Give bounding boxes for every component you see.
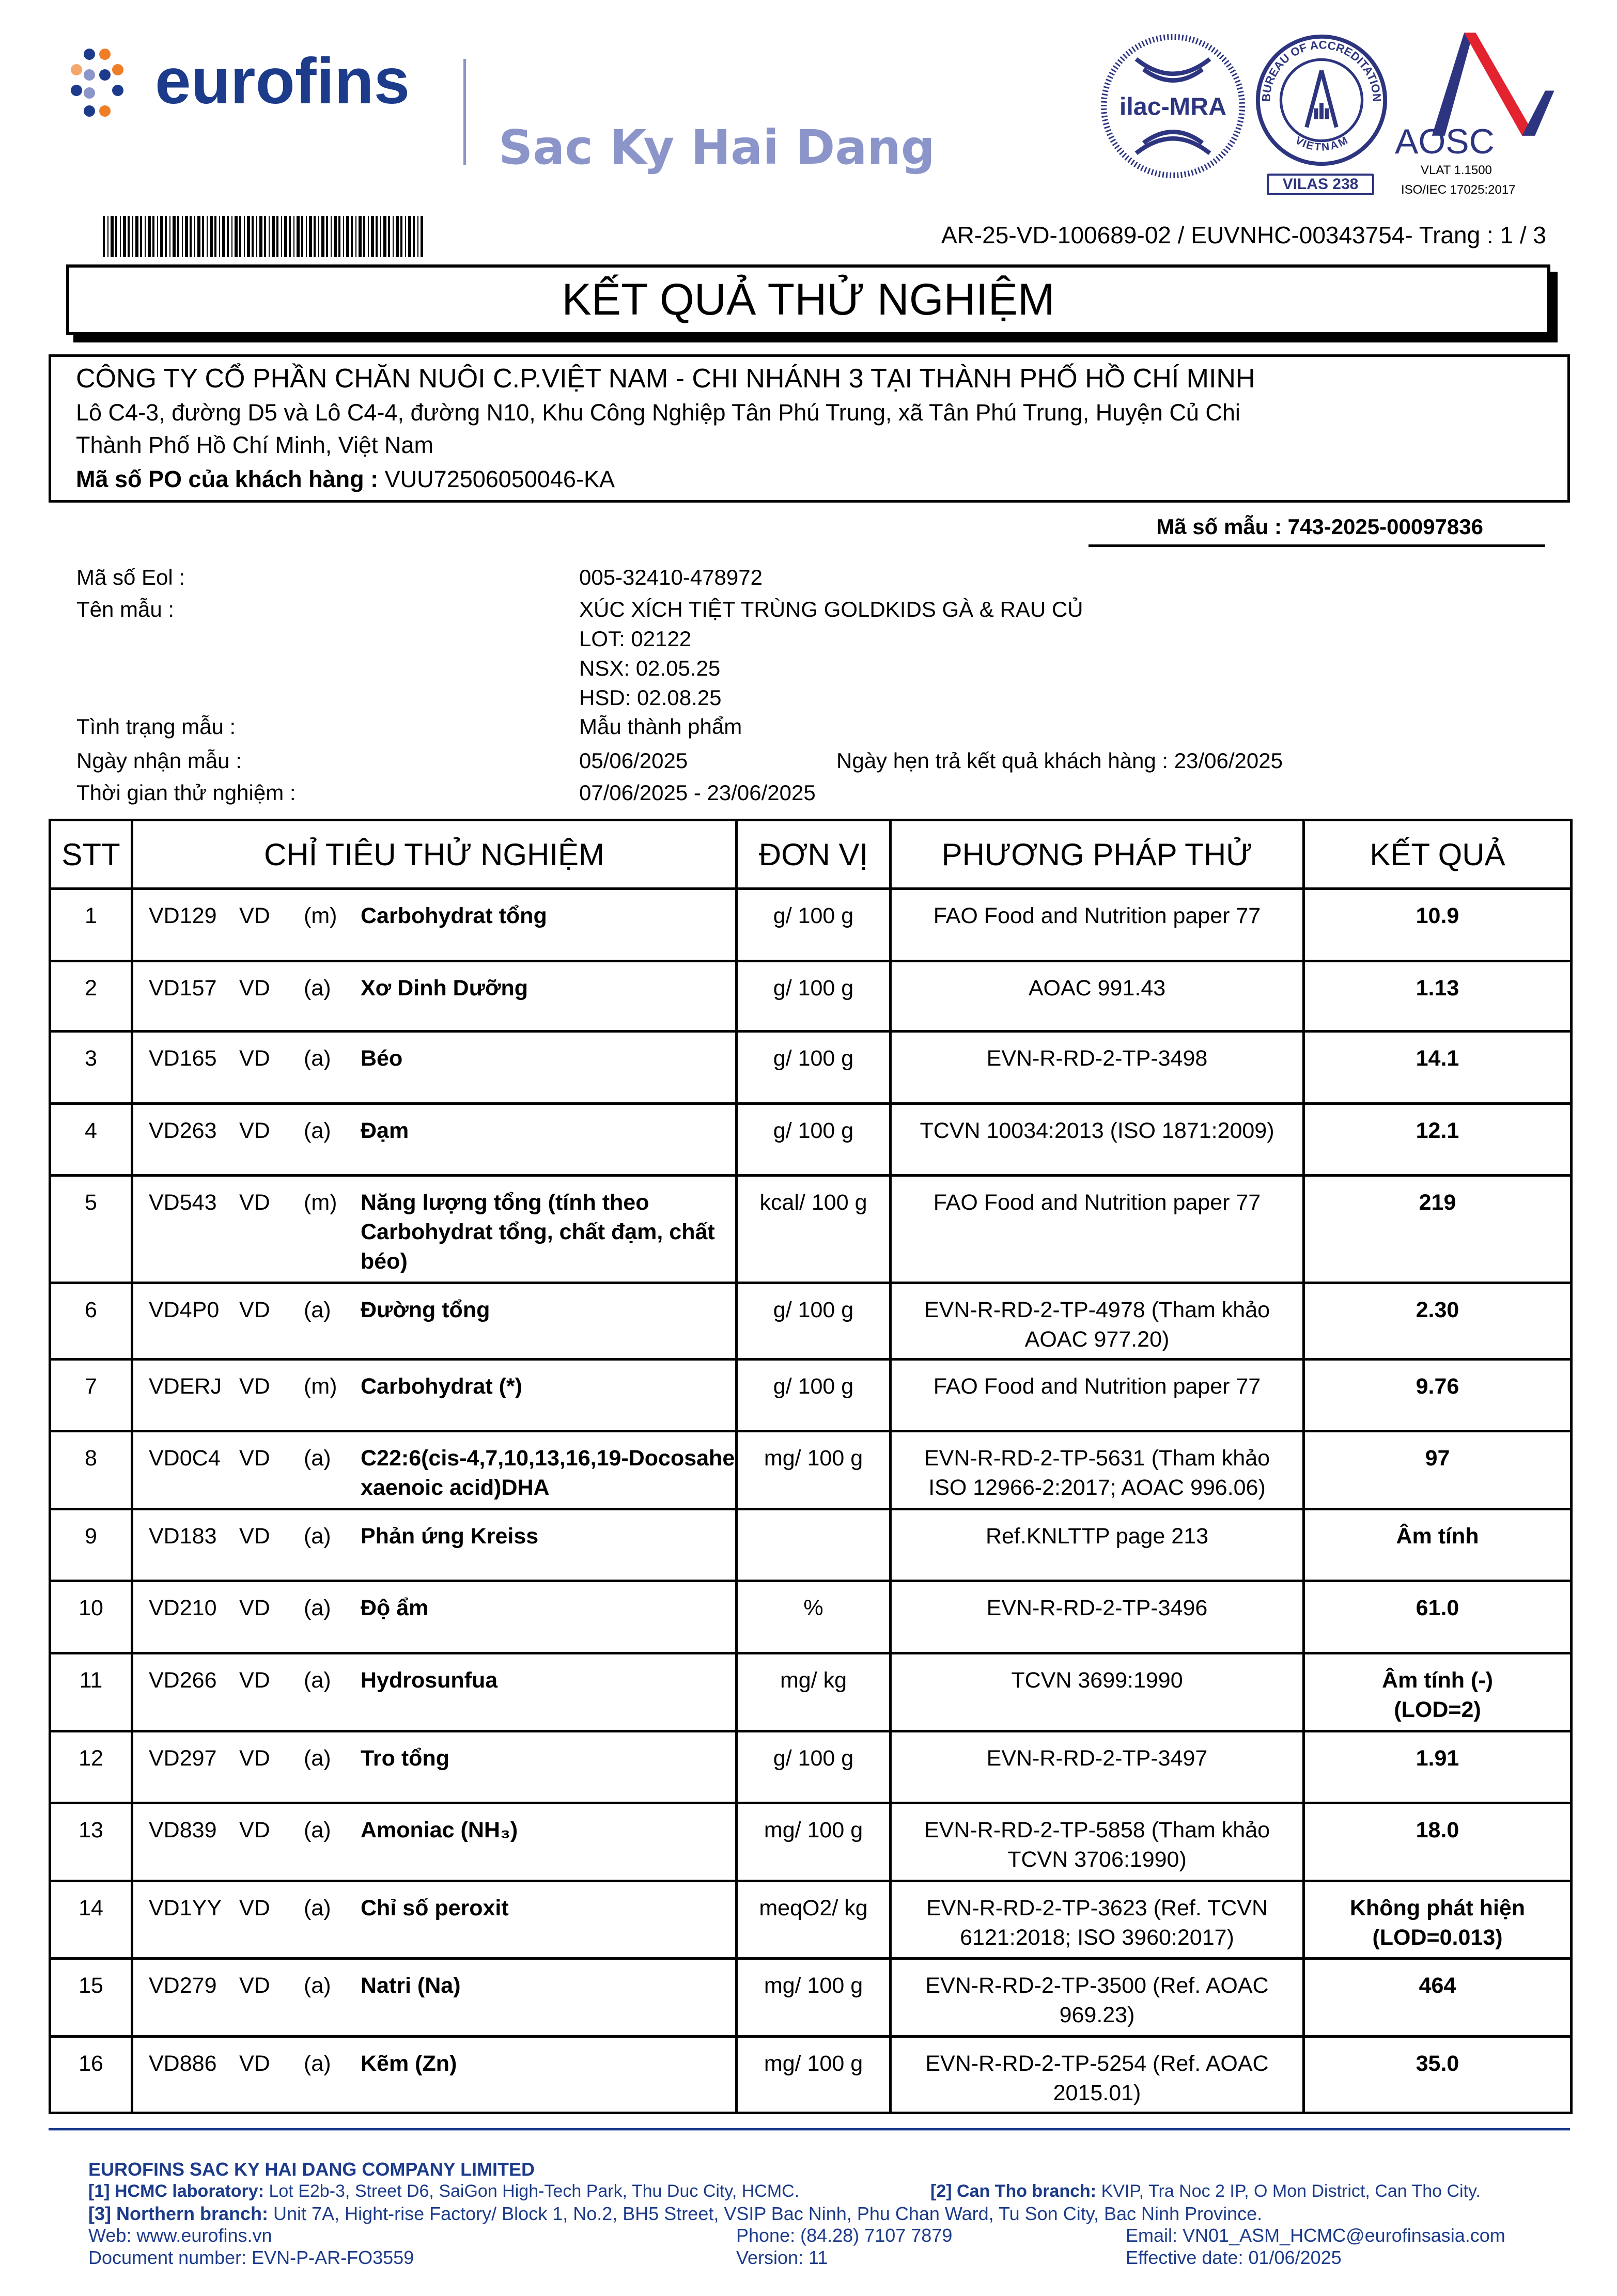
eurofins-logo: eurofins [155,45,410,117]
test-code: VD1YY [149,1896,222,1920]
cantho-label: [2] Can Tho branch: [930,2181,1097,2201]
method: EVN-R-RD-2-TP-5254 (Ref. AOAC 2015.01) [891,2037,1304,2113]
row-number: 1 [50,889,132,961]
test-name: Carbohydrat tổng [361,903,547,928]
eurofins-dots-logo-icon [66,46,144,119]
lab-code: VD [239,1896,270,1920]
method: EVN-R-RD-2-TP-3623 (Ref. TCVN 6121:2018; ISO 3960:2017) [891,1881,1304,1959]
test-cell [132,961,737,1032]
sample-name-label: Tên mẫu : [76,597,175,621]
lab-code: VD [239,1118,270,1143]
table-row [50,1032,1572,1104]
test-name: C22:6(cis-4,7,10,13,16,19-Docosahe xaenoic acid)DHA [361,1446,735,1500]
status-value: Mẫu thành phẩm [579,714,742,739]
test-name: Độ ẩm [361,1596,429,1620]
header-result: KẾT QUẢ [1304,820,1572,889]
header-unit: ĐƠN VỊ [737,820,891,889]
unit: kcal/ 100 g [737,1176,891,1283]
table-row [50,1176,1572,1283]
footer-email[interactable]: Email: VN01_ASM_HCMC@eurofinsasia.com [1126,2225,1505,2246]
vilas-badge: VILAS 238 [1267,174,1374,195]
unit: g/ 100 g [737,889,891,961]
lab-code: VD [239,2051,270,2076]
test-cell [132,2037,737,2113]
test-code: VD210 [149,1596,217,1620]
table-row [50,1959,1572,2037]
test-code: VD0C4 [149,1446,221,1471]
test-code: VD157 [149,976,217,1001]
unit: g/ 100 g [737,1032,891,1104]
footer-version: Version: 11 [736,2247,828,2268]
result: 219 [1304,1176,1572,1283]
table-row [50,1653,1572,1731]
accreditation-flag: (a) [304,1524,331,1549]
row-number: 4 [50,1104,132,1176]
test-cell [132,1283,737,1360]
barcode [103,216,423,257]
received-label: Ngày nhận mẫu : [76,748,242,773]
po-label: Mã số PO của khách hàng : [76,466,379,492]
row-number: 16 [50,2037,132,2113]
method: FAO Food and Nutrition paper 77 [891,1176,1304,1283]
test-code: VD129 [149,903,217,928]
footer-effective-date: Effective date: 01/06/2025 [1126,2247,1342,2268]
lab-code: VD [239,1190,270,1215]
accreditation-flag: (m) [304,1374,337,1399]
result: 2.30 [1304,1283,1572,1360]
lab-code: VD [239,1524,270,1549]
method: EVN-R-RD-2-TP-5858 (Tham khảo TCVN 3706:1990) [891,1803,1304,1881]
row-number: 6 [50,1283,132,1360]
result: 1.91 [1304,1731,1572,1803]
lab-code: VD [239,1374,270,1399]
test-code: VD543 [149,1190,217,1215]
customer-address-line1: Lô C4-3, đường D5 và Lô C4-4, đường N10, Khu Công Nghiệp Tân Phú Trung, xã Tân Phú Trung, Huyện Củ Chi [76,399,1240,426]
test-name: Béo [361,1046,403,1071]
accreditation-flag: (a) [304,2051,331,2076]
footer-phone: Phone: (84.28) 7107 7879 [736,2225,953,2246]
method: AOAC 991.43 [891,961,1304,1032]
footer-divider [49,2128,1570,2131]
result: 61.0 [1304,1581,1572,1653]
lab-code: VD [239,1818,270,1842]
method: EVN-R-RD-2-TP-4978 (Tham khảo AOAC 977.20) [891,1283,1304,1360]
test-cell [132,1032,737,1104]
unit: % [737,1581,891,1653]
accreditation-flag: (a) [304,1446,331,1471]
row-number: 14 [50,1881,132,1959]
unit [737,1509,891,1581]
result: 12.1 [1304,1104,1572,1176]
test-name: Đường tổng [361,1298,490,1322]
result: 9.76 [1304,1360,1572,1431]
ilac-mra-logo-icon [1099,33,1247,180]
test-cell [132,1431,737,1509]
test-cell [132,1881,737,1959]
result: 10.9 [1304,889,1572,961]
results-table [49,819,1573,2114]
test-cell [132,1360,737,1431]
table-row [50,1731,1572,1803]
lab-code: VD [239,1973,270,1998]
unit: mg/ 100 g [737,1803,891,1881]
test-name: Chỉ số peroxit [361,1896,509,1920]
sample-code: Mã số mẫu : 743-2025-00097836 [1089,514,1545,547]
lab-code: VD [239,1596,270,1620]
method: FAO Food and Nutrition paper 77 [891,1360,1304,1431]
table-row [50,1104,1572,1176]
test-name: Hydrosunfua [361,1668,498,1693]
unit: g/ 100 g [737,1360,891,1431]
due-date: Ngày hẹn trả kết quả khách hàng : 23/06/2025 [836,748,1283,773]
unit: mg/ 100 g [737,2037,891,2113]
footer-company: EUROFINS SAC KY HAI DANG COMPANY LIMITED [88,2159,535,2180]
unit: mg/ 100 g [737,1959,891,2037]
sample-nsx: NSX: 02.05.25 [579,656,721,680]
table-row [50,2037,1572,2113]
sample-name: XÚC XÍCH TIỆT TRÙNG GOLDKIDS GÀ & RAU CỦ [579,597,1083,621]
eol-label: Mã số Eol : [76,565,185,589]
test-code: VD279 [149,1973,217,1998]
svg-text:BUREAU OF ACCREDITATION [1260,38,1383,102]
sample-lot: LOT: 02122 [579,627,692,651]
accreditation-flag: (a) [304,1596,331,1620]
unit: g/ 100 g [737,961,891,1032]
table-row [50,1283,1572,1360]
unit: mg/ kg [737,1653,891,1731]
test-name: Natri (Na) [361,1973,461,1998]
sac-ky-hai-dang-logo: Sac Ky Hai Dang [499,120,935,175]
test-code: VD165 [149,1046,217,1071]
test-code: VD297 [149,1746,217,1771]
method: EVN-R-RD-2-TP-3500 (Ref. AOAC 969.23) [891,1959,1304,2037]
row-number: 10 [50,1581,132,1653]
aosc-text: AOSC [1395,122,1495,161]
test-cell [132,1731,737,1803]
header-stt: STT [50,820,132,889]
lab-code: VD [239,903,270,928]
row-number: 13 [50,1803,132,1881]
method: TCVN 3699:1990 [891,1653,1304,1731]
table-row [50,1431,1572,1509]
accreditation-flag: (m) [304,903,337,928]
method: TCVN 10034:2013 (ISO 1871:2009) [891,1104,1304,1176]
table-row [50,1509,1572,1581]
row-number: 15 [50,1959,132,2037]
svg-text:VIETNAM [1293,134,1349,153]
accreditation-flag: (a) [304,1818,331,1842]
result: 18.0 [1304,1803,1572,1881]
customer-address-line2: Thành Phố Hồ Chí Minh, Việt Nam [76,432,434,458]
eol-value: 005-32410-478972 [579,565,763,589]
test-cell [132,1104,737,1176]
table-row [50,1360,1572,1431]
result: Âm tính [1304,1509,1572,1581]
method: EVN-R-RD-2-TP-5631 (Tham khảo ISO 12966-2:2017; AOAC 996.06) [891,1431,1304,1509]
test-name: Amoniac (NH₃) [361,1818,518,1842]
boa-country: VIETNAM [1293,134,1350,153]
table-row [50,1881,1572,1959]
lab-code: VD [239,1298,270,1322]
test-name: Xơ Dinh Dưỡng [361,976,528,1001]
test-name: Tro tổng [361,1746,449,1771]
test-code: VD4P0 [149,1298,220,1322]
footer-cantho [930,2180,1481,2203]
lab-code: VD [239,1746,270,1771]
boa-label: BUREAU OF ACCREDITATION [1260,38,1383,102]
period-value: 07/06/2025 - 23/06/2025 [579,780,816,805]
unit: g/ 100 g [737,1731,891,1803]
result: Âm tính (-) (LOD=2) [1304,1653,1572,1731]
po-value: VUU72506050046-KA [384,466,615,492]
result: 35.0 [1304,2037,1572,2113]
unit: g/ 100 g [737,1283,891,1360]
status-label: Tình trạng mẫu : [76,714,236,739]
lab-code: VD [239,1446,270,1471]
north-address: Unit 7A, Hight-rise Factory/ Block 1, No.2, BH5 Street, VSIP Bac Ninh, Phu Chan Ward, Tu Son City, Bac Ninh Province. [273,2203,1263,2224]
test-name: Carbohydrat (*) [361,1374,522,1399]
accreditation-flag: (a) [304,1118,331,1143]
iso-text: ISO/IEC 17025:2017 [1401,183,1516,197]
test-code: VD263 [149,1118,217,1143]
customer-box [49,354,1570,503]
page-title: KẾT QUẢ THỬ NGHIỆM [66,264,1550,335]
test-code: VD183 [149,1524,217,1549]
method: EVN-R-RD-2-TP-3498 [891,1032,1304,1104]
cantho-address: KVIP, Tra Noc 2 IP, O Mon District, Can Tho City. [1101,2181,1481,2201]
test-cell [132,1959,737,2037]
row-number: 9 [50,1509,132,1581]
north-label: [3] Northern branch: [88,2203,269,2224]
test-code: VD886 [149,2051,217,2076]
table-row [50,1803,1572,1881]
method: EVN-R-RD-2-TP-3497 [891,1731,1304,1803]
result: 464 [1304,1959,1572,2037]
table-row [50,889,1572,961]
hcmc-label: [1] HCMC laboratory: [88,2181,265,2201]
table-header [50,820,1572,889]
row-number: 5 [50,1176,132,1283]
vlat-text: VLAT 1.1500 [1421,163,1492,177]
test-name: Năng lượng tổng (tính theo Carbohydrat tổng, chất đạm, chất béo) [361,1190,715,1274]
method: EVN-R-RD-2-TP-3496 [891,1581,1304,1653]
row-number: 12 [50,1731,132,1803]
test-cell [132,889,737,961]
accreditation-flag: (a) [304,1298,331,1322]
test-code: VD839 [149,1818,217,1842]
result: Không phát hiện (LOD=0.013) [1304,1881,1572,1959]
unit: g/ 100 g [737,1104,891,1176]
unit: meqO2/ kg [737,1881,891,1959]
header-method: PHƯƠNG PHÁP THỬ [891,820,1304,889]
test-cell [132,1653,737,1731]
test-cell [132,1803,737,1881]
table-row [50,961,1572,1032]
test-name: Phản ứng Kreiss [361,1524,539,1549]
header-test: CHỈ TIÊU THỬ NGHIỆM [132,820,737,889]
test-code: VDERJ [149,1374,222,1399]
test-code: VD266 [149,1668,217,1693]
footer-web[interactable]: Web: www.eurofins.vn [88,2225,272,2246]
result: 97 [1304,1431,1572,1509]
received-value: 05/06/2025 [579,748,688,773]
row-number: 11 [50,1653,132,1731]
lab-code: VD [239,1046,270,1071]
accreditation-flag: (m) [304,1190,337,1215]
test-cell [132,1581,737,1653]
unit: mg/ 100 g [737,1431,891,1509]
accreditation-flag: (a) [304,976,331,1001]
accreditation-flag: (a) [304,1046,331,1071]
footer-north [88,2203,1262,2225]
footer-hcmc [88,2180,799,2203]
ilac-label: ilac-MRA [1119,92,1227,121]
footer-doc-number: Document number: EVN-P-AR-FO3559 [88,2247,414,2268]
method: Ref.KNLTTP page 213 [891,1509,1304,1581]
row-number: 3 [50,1032,132,1104]
po-number [76,461,1567,497]
accreditation-flag: (a) [304,1746,331,1771]
result: 1.13 [1304,961,1572,1032]
row-number: 2 [50,961,132,1032]
row-number: 8 [50,1431,132,1509]
lab-code: VD [239,976,270,1001]
customer-name: CÔNG TY CỔ PHẦN CHĂN NUÔI C.P.VIỆT NAM - CHI NHÁNH 3 TẠI THÀNH PHỐ HỒ CHÍ MINH [76,364,1255,394]
hcmc-address: Lot E2b-3, Street D6, SaiGon High-Tech Park, Thu Duc City, HCMC. [269,2181,800,2201]
accreditation-flag: (a) [304,1896,331,1920]
report-reference: AR-25-VD-100689-02 / EUVNHC-00343754- Trang : 1 / 3 [941,222,1546,248]
accreditation-flag: (a) [304,1973,331,1998]
table-row [50,1581,1572,1653]
method: FAO Food and Nutrition paper 77 [891,889,1304,961]
test-name: Kẽm (Zn) [361,2051,457,2076]
period-label: Thời gian thử nghiệm : [76,780,296,805]
boa-vietnam-seal-icon [1254,33,1389,168]
sample-hsd: HSD: 02.08.25 [579,685,722,710]
result: 14.1 [1304,1032,1572,1104]
accreditation-flag: (a) [304,1668,331,1693]
test-cell [132,1176,737,1283]
test-name: Đạm [361,1118,409,1143]
lab-code: VD [239,1668,270,1693]
row-number: 7 [50,1360,132,1431]
logo-divider [463,59,466,165]
test-cell [132,1509,737,1581]
